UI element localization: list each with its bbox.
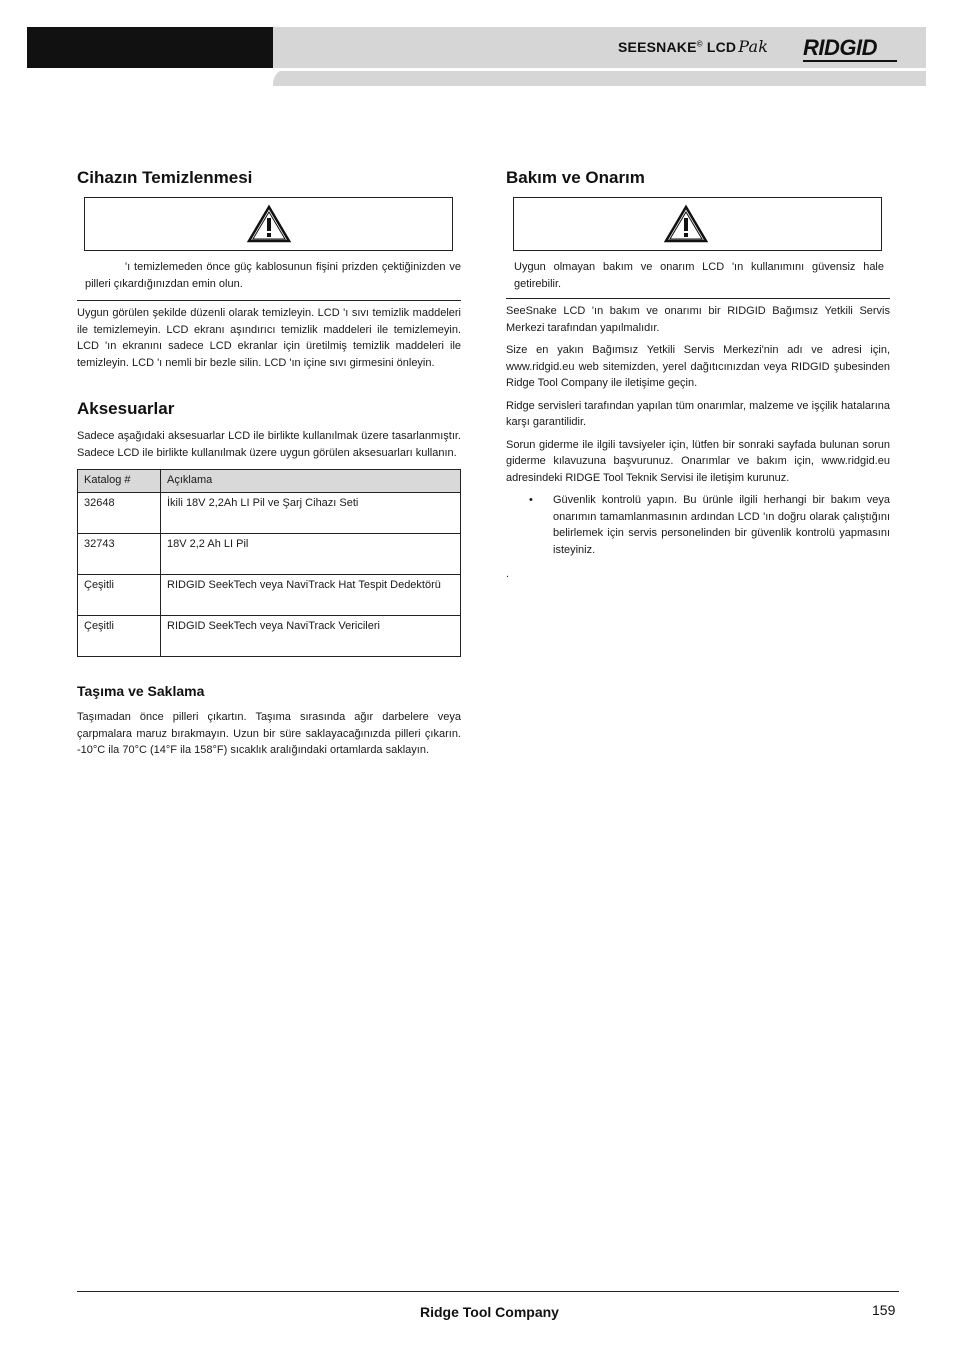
cleaning-title: Cihazın Temizlenmesi (77, 168, 253, 187)
table-header-description: Açıklama (161, 470, 461, 493)
header-black-bar (27, 27, 273, 68)
accessories-table (77, 469, 461, 657)
table-cell-description: RIDGID SeekTech veya NaviTrack Vericileri (161, 616, 461, 657)
maintenance-p3: Ridge servisleri tarafından yapılan tüm onarımlar, malzeme ve işçilik hatalarına karşı garantilidir. (506, 399, 890, 428)
maintenance-list (506, 492, 890, 558)
table-row (78, 493, 461, 534)
list-item: • Güvenlik kontrolü yapın. Bu ürünle ilgili herhangi bir bakım veya onarımın tamamlanmasının ardından LCD 'ın doğru olarak çalıştığını belirlemek için servis personelinden bir güvenlik kontrolü yapmasını isteyiniz. (553, 492, 890, 558)
table-cell-catalog: Çeşitli (78, 616, 161, 657)
storage-body: Taşımadan önce pilleri çıkartın. Taşıma sırasında ağır darbelere veya çarpmalara maruz bırakmayın. Uzun bir süre saklayacağınızda pilleri çıkarın. -10°C ila 70°C (14°F ila 158°F) sıcaklık aralığındaki ortamlarda saklayın. (77, 711, 461, 756)
copyright-mark: © (696, 39, 703, 49)
maintenance-p4: Sorun giderme ile ilgili tavsiyeler için, lütfen bir sonraki sayfada bulunan sorun giderme kılavuzuna başvurunuz. Onarımlar ve bakım için, www.ridgid.eu adresindeki RIDGE Tool Teknik Servisi ile iletişim kurunuz. (506, 438, 890, 484)
table-cell-description: 18V 2,2 Ah LI Pil (161, 534, 461, 575)
logo-underline (803, 60, 897, 62)
warning-icon (247, 204, 291, 244)
maintenance-warning-box (513, 197, 882, 251)
table-cell-description: RIDGID SeekTech veya NaviTrack Hat Tespit Dedektörü (161, 575, 461, 616)
accessories-title: Aksesuarlar (77, 399, 175, 418)
divider (77, 300, 461, 301)
accessories-body: Sadece aşağıdaki aksesuarlar LCD ile birlikte kullanılmak üzere tasarlanmıştır. Sadece LCD ile birlikte kullanılmak üzere uygun görülen aksesuarları kullanın. (77, 430, 461, 459)
table-row (78, 534, 461, 575)
maintenance-title: Bakım ve Onarım (506, 168, 645, 187)
right-column (506, 168, 890, 589)
trailing-dot: . (506, 568, 510, 580)
left-column (77, 168, 461, 765)
cleaning-body: Uygun görülen şekilde düzenli olarak temizleyin. LCD 'ı sıvı temizlik maddeleri ile temizlemeyin. LCD ekranı aşındırıcı temizlik maddeleri ile temizlemeyin. LCD 'ın ekranını sadece LCD ekranlar için üretilmiş temizlik maddeleri ile temizleyin. LCD 'ı nemli bir bezle silin. LCD 'ın içine sıvı girmesini önleyin. (77, 307, 461, 369)
ridgid-logo: RIDGID (803, 35, 877, 60)
table-row (78, 616, 461, 657)
table-cell-catalog: 32743 (78, 534, 161, 575)
page-number: 159 (872, 1302, 896, 1318)
maintenance-warning-text: Uygun olmayan bakım ve onarım LCD 'ın kullanımını güvensiz hale getirebilir. (514, 261, 884, 290)
product-brand: SEESNAKE (618, 39, 697, 55)
maintenance-p2: Size en yakın Bağımsız Yetkili Servis Merkezi'nin adı ve adresi için, www.ridgid.eu web sitemizden, yerel dağıtıcınızdan veya RIDGID şubesinden Ridge Tool Company ile iletişime geçin. (506, 344, 890, 389)
table-cell-catalog: 32648 (78, 493, 161, 534)
table-cell-catalog: Çeşitli (78, 575, 161, 616)
table-header-catalog: Katalog # (78, 470, 161, 493)
header-divider (273, 68, 926, 71)
footer-company: Ridge Tool Company (420, 1304, 559, 1320)
table-header-row (78, 470, 461, 493)
warning-icon (664, 204, 708, 244)
maintenance-p1: SeeSnake LCD 'ın bakım ve onarımı bir RIDGID Bağımsız Yetkili Servis Merkezi tarafından yapılmalıdır. (506, 305, 890, 334)
cleaning-warning-text: 'ı temizlemeden önce güç kablosunun fişini prizden çektiğinizden ve pilleri çıkardığınızdan emin olun. (85, 261, 461, 290)
table-cell-description: İkili 18V 2,2Ah LI Pil ve Şarj Cihazı Seti (161, 493, 461, 534)
product-model: LCD (706, 39, 737, 55)
footer-rule (77, 1291, 899, 1292)
cleaning-warning-box (84, 197, 453, 251)
product-suffix: Pak (738, 37, 769, 56)
product-name (618, 37, 768, 56)
table-row (78, 575, 461, 616)
storage-title: Taşıma ve Saklama (77, 683, 205, 699)
divider (506, 298, 890, 299)
